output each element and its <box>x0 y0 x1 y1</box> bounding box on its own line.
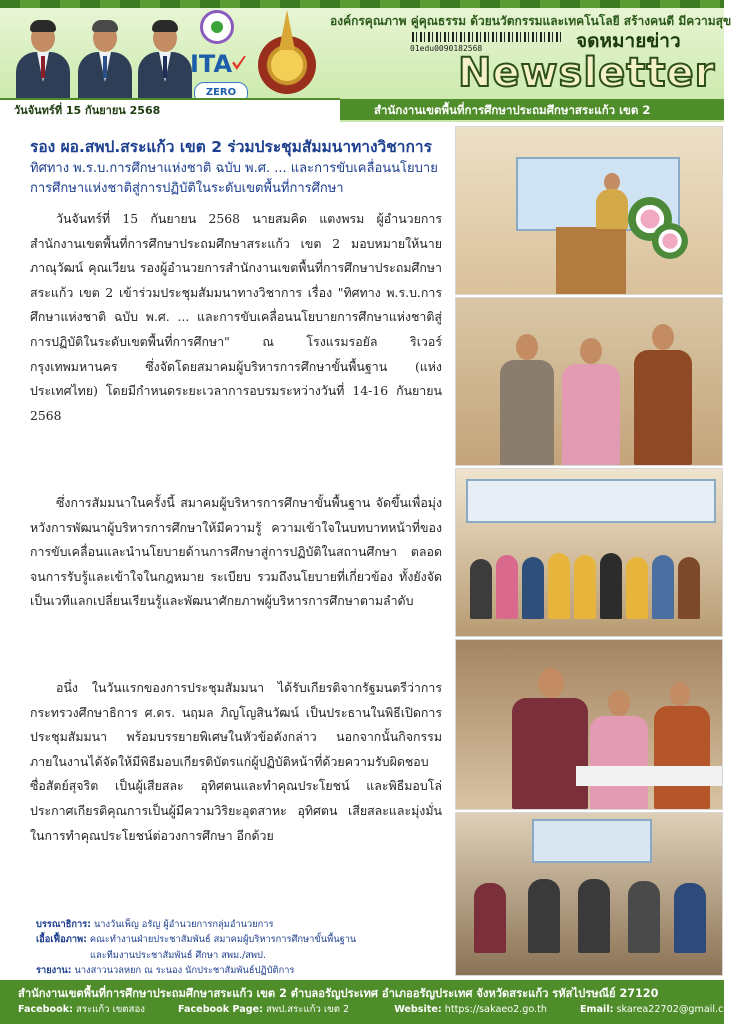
barcode-icon <box>412 32 562 42</box>
barcode-number: 01edu0090182568 <box>410 44 483 53</box>
website-link[interactable]: https://sakaeo2.go.th <box>444 1004 547 1015</box>
email-label: Email: <box>580 1004 614 1015</box>
email-link[interactable]: skarea22702@gmail.com <box>616 1004 739 1015</box>
executive-photo-1 <box>14 20 72 100</box>
reporter-value: นางสาวนวลหยก ณ ระนอง นักประชาสัมพันธ์ปฏิบัติการ <box>74 965 295 977</box>
photo-panel-stage <box>455 812 723 976</box>
org-slogan: องค์กรคุณภาพ คู่คุณธรรม ด้วยนวัตกรรมและเทคโนโลยี สร้างคนดี มีความสุข <box>330 14 732 28</box>
footer-contacts <box>18 1002 739 1017</box>
fbpage-link[interactable]: สพป.สระแก้ว เขต 2 <box>265 1004 350 1015</box>
photo-certificate-group <box>455 468 723 637</box>
newsletter-header <box>0 0 732 122</box>
facebook-label: Facebook: <box>18 1004 73 1015</box>
article-paragraph-3: อนึ่ง ในวันแรกของการประชุมสัมมนา ได้รับเกียรติจากรัฐมนตรีว่าการกระทรวงศึกษาธิการ ศ.ดร. นฤมล ภิญโญสินวัฒน์ เป็นประธานในพิธีเปิดการประชุมสัมมนา พร้อมบรรยายพิเศษในหัวข้อดังกล่าว นอกจากนั้นกิจกรรมภายในงานได้จัดให้มีพิธีมอบเกียรติบัตรแก่ผู้ปฏิบัติหน้าที่ด้วยความรับผิดชอบ ซื่อสัตย์สุจริต เป็นผู้เสียสละ อุทิศตนและทำคุณประโยชน์ และพิธีมอบโล่ประกาศเกียรติคุณการเป็นผู้มีความวิริยะอุตสาหะ อุทิศตน เสียสละและมุ่งมั่นในการทำคุณประโยชน์ต่อวงการศึกษา อีกด้วย <box>30 680 442 843</box>
content-value: คณะทำงานฝ่ายประชาสัมพันธ์ สมาคมผู้บริหารการศึกษาขั้นพื้นฐาน <box>89 934 357 946</box>
footer-address: สำนักงานเขตพื้นที่การศึกษาประถมศึกษาสระแก้ว เขต 2 ตำบลอรัญประเทศ อำเภออรัญประเทศ จังหวัดสระแก้ว รหัสไปรษณีย์ 27120 <box>18 987 659 1000</box>
article-paragraph-1: วันจันทร์ที่ 15 กันยายน 2568 นายสมคิด แตงพรม ผู้อำนวยการสำนักงานเขตพื้นที่การศึกษาประถมศึกษาสระแก้ว เขต 2 มอบหมายให้นายภาณุวัฒน์ คุณเวียน รองผู้อำนวยการสำนักงานเขตพื้นที่การศึกษาประถมศึกษาสระแก้ว เขต 2 เข้าร่วมประชุมสัมมนาทางวิชาการ เรื่อง "ทิศทาง พ.ร.บ.การศึกษาแห่งชาติ ฉบับ พ.ศ. ... และการขับเคลื่อนนโยบายการศึกษาแห่งชาติสู่การปฏิบัติในระดับเขตพื้นที่การศึกษา" ณ โรงแรมรอยัล ริเวอร์ กรุงเทพมหานคร ซึ่งจัดโดยสมาคมผู้บริหารการศึกษาขั้นพื้นฐาน (แห่งประเทศไทย) โดยมีกำหนดระยะเวลาการอบรมระหว่างวันที่ 14-16 กันยายน 2568 <box>30 211 442 423</box>
website-label: Website: <box>394 1004 442 1015</box>
content-value-2: และทีมงานประชาสัมพันธ์ ศึกษา สพม./สพป. <box>90 949 266 961</box>
article-headline: รอง ผอ.สพป.สระแก้ว เขต 2 ร่วมประชุมสัมมนาทางวิชาการ <box>30 138 432 156</box>
content-label: เอื้อเฟื้อภาพ: <box>36 934 87 946</box>
obec-emblem-icon <box>258 10 316 102</box>
executive-photo-3 <box>136 20 194 100</box>
issue-date: วันจันทร์ที่ 15 กันยายน 2568 <box>14 104 161 117</box>
photo-speaker-podium <box>455 126 723 295</box>
newsletter-title: Newsletter <box>458 50 716 96</box>
photo-group-three <box>455 297 723 466</box>
editor-label: บรรณาธิการ: <box>36 919 91 930</box>
facebook-link[interactable]: สระแก้ว เขตสอง <box>76 1004 145 1015</box>
ita-logo: ITA <box>190 50 233 78</box>
fbpage-label: Facebook Page: <box>178 1004 263 1015</box>
newsletter-thai-title: จดหมายข่าว <box>576 30 681 52</box>
office-name: สำนักงานเขตพื้นที่การศึกษาประถมศึกษาสระแก้ว เขต 2 <box>374 103 651 117</box>
agency-logo-icon <box>200 10 234 44</box>
photo-seated-audience <box>455 639 723 810</box>
check-mark-icon <box>232 56 246 70</box>
executive-photo-2 <box>76 20 134 100</box>
article-paragraph-2: ซึ่งการสัมมนาในครั้งนี้ สมาคมผู้บริหารการศึกษาขั้นพื้นฐาน จัดขึ้นเพื่อมุ่งหวังการพัฒนาผู้บริหารการศึกษาให้มีความรู้ ความเข้าใจในบทบาทหน้าที่ของการขับเคลื่อนและนำนโยบายด้านการศึกษาสู่การปฏิบัติในสถานศึกษา ตลอดจนการรับรู้และเข้าใจในกฎหมาย ระเบียบ รวมถึงนโยบายที่เกี่ยวข้อง ทั้งยังจัดเป็นเวทีแลกเปลี่ยนเรียนรู้และพัฒนาศักยภาพผู้บริหารการศึกษาตามลำดับ <box>30 495 442 609</box>
zero-logo: ZERO <box>194 82 248 104</box>
reporter-label: รายงาน: <box>36 965 72 977</box>
article-subheadline: ทิศทาง พ.ร.บ.การศึกษาแห่งชาติ ฉบับ พ.ศ. ... และการขับเคลื่อนนโยบายการศึกษาแห่งชาติสู่การปฏิบัติในระดับเขตพื้นที่การศึกษา <box>30 161 438 196</box>
credits-block <box>36 917 446 979</box>
editor-value: นางวันเพ็ญ อรัญ ผู้อำนวยการกลุ่มอำนวยการ <box>93 919 274 930</box>
